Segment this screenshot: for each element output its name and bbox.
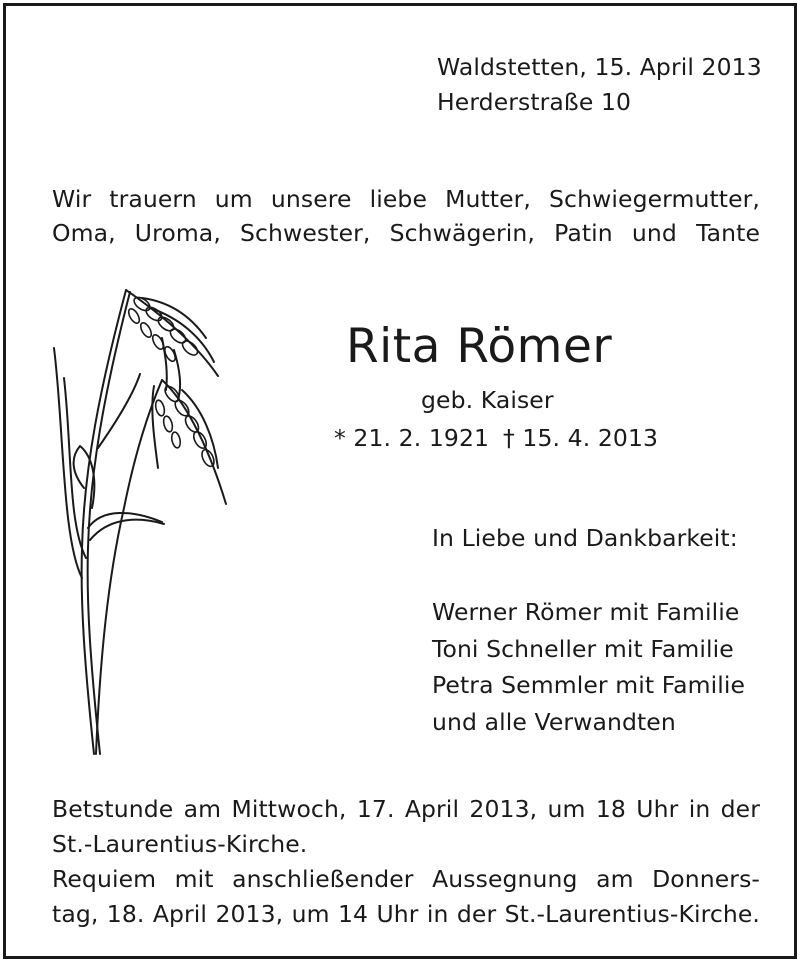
- mourners-list: [432, 594, 745, 740]
- mourner-entry: Werner Römer mit Familie: [432, 598, 740, 626]
- service-line: St.-Laurentius-Kirche.: [52, 830, 308, 858]
- mourning-text: Wir trauern um unsere liebe Mutter, Schwiegermutter, Oma, Uroma, Schwester, Schwägerin, Patin und Tante: [52, 185, 760, 247]
- death-date: † 15. 4. 2013: [503, 424, 659, 452]
- service-info: [52, 792, 760, 932]
- thanks-heading: In Liebe und Dankbarkeit:: [432, 524, 738, 552]
- service-line: tag, 18. April 2013, um 14 Uhr in der St.-Laurentius-Kirche.: [52, 900, 760, 928]
- mourner-entry: Toni Schneller mit Familie: [432, 634, 734, 663]
- mourner-entry: und alle Verwandten: [432, 707, 676, 736]
- service-line: Betstunde am Mittwoch, 17. April 2013, um 18 Uhr in der: [52, 795, 760, 823]
- place-date: Waldstetten, 15. April 2013: [437, 53, 762, 81]
- mourner-entry: Petra Semmler mit Familie: [432, 671, 746, 699]
- service-line: Requiem mit anschließender Aussegnung am Donners-: [52, 865, 760, 893]
- obituary-card: [3, 3, 797, 959]
- deceased-name: Rita Römer: [346, 319, 613, 374]
- maiden-name: geb. Kaiser: [421, 386, 554, 414]
- birth-date: * 21. 2. 1921: [334, 424, 490, 452]
- wheat-stalk-icon: [42, 278, 238, 762]
- address: Herderstraße 10: [437, 88, 632, 116]
